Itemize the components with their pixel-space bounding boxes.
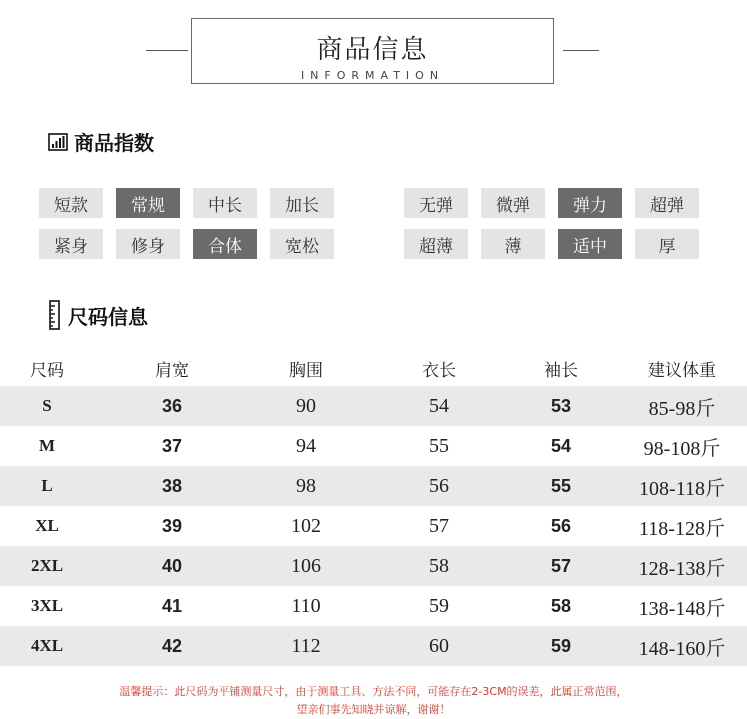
cell-shoulder: 37 bbox=[161, 435, 183, 456]
cell-chest: 110 bbox=[291, 594, 321, 617]
cell-size: M bbox=[38, 436, 56, 455]
header-size: 尺码 bbox=[30, 360, 64, 381]
cell-shoulder: 40 bbox=[161, 555, 183, 576]
chip-length-regular: 常规 bbox=[116, 188, 180, 218]
cell-shoulder: 39 bbox=[161, 515, 183, 536]
chip-elastic-stretch: 弹力 bbox=[558, 188, 622, 218]
chip-fit-tight: 紧身 bbox=[39, 229, 103, 259]
table-row bbox=[0, 466, 747, 506]
cell-length: 56 bbox=[429, 474, 449, 497]
cell-size: 2XL bbox=[30, 556, 64, 575]
cell-shoulder: 42 bbox=[161, 635, 183, 656]
header-chest: 胸围 bbox=[289, 360, 323, 381]
header-box bbox=[191, 18, 554, 84]
cell-weight: 128-138斤 bbox=[638, 557, 726, 580]
size-section-title: 尺码信息 bbox=[68, 304, 148, 329]
chip-thickness-thick: 厚 bbox=[635, 229, 699, 259]
cell-chest: 106 bbox=[291, 554, 321, 577]
cell-length: 55 bbox=[429, 434, 449, 457]
table-row bbox=[0, 386, 747, 426]
cell-length: 60 bbox=[429, 634, 449, 657]
cell-length: 57 bbox=[429, 514, 449, 537]
chip-length-long: 加长 bbox=[270, 188, 334, 218]
bar-chart-icon bbox=[48, 133, 68, 151]
ruler-icon bbox=[48, 300, 62, 330]
cell-chest: 102 bbox=[291, 514, 321, 537]
cell-sleeve: 53 bbox=[550, 395, 572, 416]
size-table bbox=[0, 350, 747, 666]
cell-sleeve: 55 bbox=[550, 475, 572, 496]
cell-weight: 118-128斤 bbox=[639, 517, 725, 540]
cell-chest: 112 bbox=[291, 634, 321, 657]
notice-line-2: 望亲们事先知晓并谅解，谢谢！ bbox=[296, 703, 451, 716]
page-title: 商品信息 bbox=[316, 35, 429, 65]
cell-sleeve: 59 bbox=[550, 635, 572, 656]
cell-length: 54 bbox=[429, 394, 449, 417]
chip-fit-slim: 修身 bbox=[116, 229, 180, 259]
chip-elastic-slight: 微弹 bbox=[481, 188, 545, 218]
cell-sleeve: 58 bbox=[550, 595, 572, 616]
cell-weight: 138-148斤 bbox=[638, 597, 726, 620]
header-right-line bbox=[563, 50, 599, 51]
notice-line-1: 温馨提示：此尺码为平铺测量尺寸，由于测量工具、方法不同，可能存在2-3CM的误差，此属正常范围， bbox=[119, 685, 628, 698]
chip-elastic-super: 超弹 bbox=[635, 188, 699, 218]
chip-fit-loose: 宽松 bbox=[270, 229, 334, 259]
table-row bbox=[0, 426, 747, 466]
chip-thickness-thin: 薄 bbox=[481, 229, 545, 259]
cell-size: XL bbox=[35, 516, 59, 535]
cell-weight: 98-108斤 bbox=[643, 437, 721, 460]
cell-length: 59 bbox=[429, 594, 449, 617]
table-header-row bbox=[0, 350, 747, 386]
cell-sleeve: 54 bbox=[550, 435, 572, 456]
table-row bbox=[0, 506, 747, 546]
cell-weight: 85-98斤 bbox=[648, 397, 716, 420]
chip-elastic-none: 无弹 bbox=[404, 188, 468, 218]
header-weight: 建议体重 bbox=[648, 360, 716, 381]
length-chip-row bbox=[39, 188, 347, 218]
chip-length-short: 短款 bbox=[39, 188, 103, 218]
cell-size: 4XL bbox=[30, 636, 64, 655]
cell-weight: 148-160斤 bbox=[638, 637, 726, 660]
cell-weight: 108-118斤 bbox=[639, 477, 725, 500]
chip-fit-regular: 合体 bbox=[193, 229, 257, 259]
header-sleeve: 袖长 bbox=[544, 360, 578, 381]
cell-chest: 98 bbox=[296, 474, 316, 497]
index-section-heading bbox=[48, 127, 154, 156]
thickness-chip-row bbox=[404, 229, 712, 259]
cell-size: 3XL bbox=[30, 596, 64, 615]
cell-sleeve: 56 bbox=[550, 515, 572, 536]
cell-shoulder: 41 bbox=[161, 595, 183, 616]
header-left-line bbox=[146, 50, 188, 51]
cell-length: 58 bbox=[429, 554, 449, 577]
cell-size: L bbox=[41, 476, 53, 495]
page-subtitle: INFORMATION bbox=[300, 69, 445, 82]
chip-thickness-medium: 适中 bbox=[558, 229, 622, 259]
cell-chest: 94 bbox=[296, 434, 316, 457]
cell-shoulder: 36 bbox=[161, 395, 183, 416]
cell-shoulder: 38 bbox=[161, 475, 183, 496]
header-shoulder: 肩宽 bbox=[155, 360, 189, 381]
elasticity-chip-row bbox=[404, 188, 712, 218]
cell-sleeve: 57 bbox=[550, 555, 572, 576]
fit-chip-row bbox=[39, 229, 347, 259]
size-section-heading bbox=[48, 300, 148, 330]
chip-length-mid: 中长 bbox=[193, 188, 257, 218]
header-length: 衣长 bbox=[422, 360, 456, 381]
table-row bbox=[0, 546, 747, 586]
table-row bbox=[0, 626, 747, 666]
chip-thickness-ultrathin: 超薄 bbox=[404, 229, 468, 259]
cell-size: S bbox=[42, 396, 52, 415]
index-section-title: 商品指数 bbox=[74, 131, 154, 155]
cell-chest: 90 bbox=[296, 394, 316, 417]
table-row bbox=[0, 586, 747, 626]
